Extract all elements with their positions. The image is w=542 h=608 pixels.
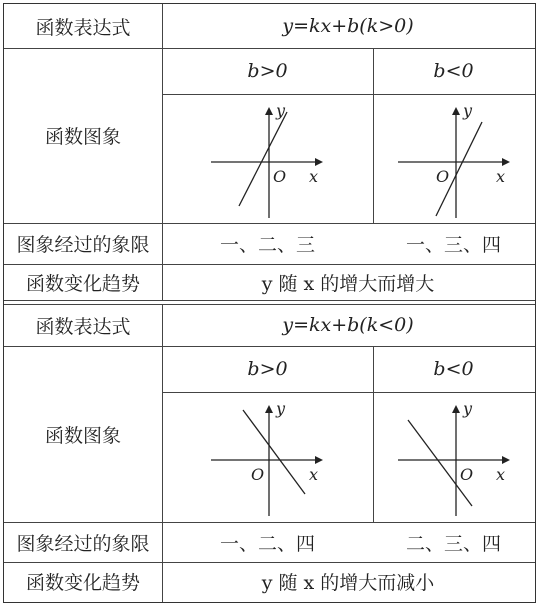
quadrants-b-positive: 一、二、四	[219, 532, 315, 555]
x-axis-arrow	[502, 456, 510, 464]
row-divider	[162, 94, 535, 95]
x-axis-label: x	[309, 167, 319, 186]
trend-value: y 随 x 的增大而增大	[261, 272, 435, 295]
y-axis-label: y	[463, 402, 473, 418]
x-axis-arrow	[315, 158, 323, 166]
case-b-positive: b>0	[247, 60, 288, 82]
y-axis-arrow	[265, 405, 273, 413]
case-b-negative: b<0	[433, 60, 474, 82]
graph-k-pos-b-pos	[209, 104, 329, 220]
x-axis-arrow	[502, 158, 510, 166]
y-axis-arrow	[452, 107, 460, 115]
origin-label: O	[460, 465, 474, 484]
expr-label: 函数表达式	[35, 16, 131, 39]
y-axis-label: y	[276, 104, 286, 120]
graph-k-pos-b-neg	[396, 104, 516, 220]
case-b-negative: b<0	[433, 358, 474, 380]
quadrants-b-negative: 二、三、四	[405, 532, 501, 555]
origin-label: O	[273, 167, 287, 186]
function-line	[239, 112, 287, 206]
function-line	[408, 420, 472, 506]
expr-label: 函数表达式	[35, 315, 131, 338]
graph-k-neg-b-pos	[209, 402, 329, 518]
case-b-positive: b>0	[247, 358, 288, 380]
x-axis-arrow	[315, 456, 323, 464]
x-axis-label: x	[496, 465, 506, 484]
graph-label: 函数图象	[44, 126, 121, 148]
trend-value: y 随 x 的增大而减小	[261, 572, 435, 594]
y-axis-label: y	[276, 402, 286, 418]
x-axis-label: x	[496, 167, 506, 186]
graph-label: 函数图象	[44, 424, 121, 447]
expr-value: y=kx+b(k>0)	[282, 15, 414, 37]
x-axis-label: x	[309, 465, 319, 484]
row-divider	[162, 392, 535, 393]
expr-value: y=kx+b(k<0)	[282, 314, 414, 336]
origin-label: O	[436, 167, 450, 186]
y-axis-label: y	[463, 104, 473, 120]
graph-k-neg-b-neg	[396, 402, 516, 518]
quadrant-label: 图象经过的象限	[16, 234, 150, 256]
y-axis-arrow	[265, 107, 273, 115]
quadrants-b-negative: 一、三、四	[405, 234, 501, 256]
origin-label: O	[251, 465, 265, 484]
linear-function-table	[3, 3, 536, 603]
quadrants-b-positive: 一、二、三	[219, 234, 315, 256]
y-axis-arrow	[452, 405, 460, 413]
trend-label: 函数变化趋势	[25, 272, 140, 295]
quadrant-label: 图象经过的象限	[16, 532, 150, 555]
trend-label: 函数变化趋势	[25, 572, 140, 594]
